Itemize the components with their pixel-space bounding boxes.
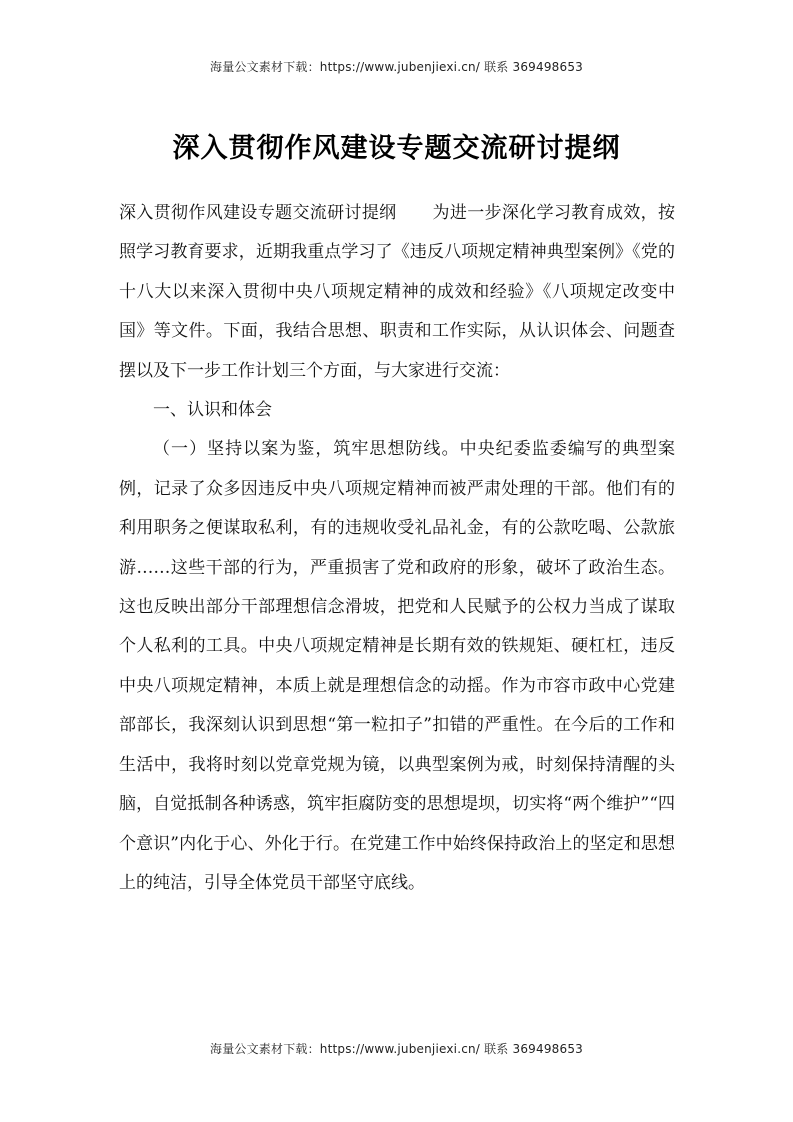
- page-header: 海量公文素材下载：https://www.jubenjiexi.cn/ 联系 369498653: [210, 60, 583, 74]
- paragraph-1: （一）坚持以案为鉴，筑牢思想防线。中央纪委监委编写的典型案例，记录了众多因违反中央八项规定精神而被严肃处理的干部。他们有的利用职务之便谋取私利，有的违规收受礼品礼金，有的公款吃喝、公款旅游……这些干部的行为，严重损害了党和政府的形象，破坏了政治生态。这也反映出部分干部理想信念滑坡，把党和人民赋予的公权力当成了谋取个人私利的工具。中央八项规定精神是长期有效的铁规矩、硬杠杠，违反中央八项规定精神，本质上就是理想信念的动摇。作为市容市政中心党建部部长，我深刻认识到思想“第一粒扣子”扣错的严重性。在今后的工作和生活中，我将时刻以党章党规为镜，以典型案例为戒，时刻保持清醒的头脑，自觉抵制各种诱惑，筑牢拒腐防变的思想堤坝，切实将“两个维护”“四个意识”内化于心、外化于行。在党建工作中始终保持政治上的坚定和思想上的纯洁，引导全体党员干部坚守底线。: [119, 439, 675, 893]
- intro-paragraph: [119, 194, 675, 391]
- document-title: 深入贯彻作风建设专题交流研讨提纲: [172, 133, 621, 164]
- intro-lead: 深入贯彻作风建设专题交流研讨提纲: [119, 203, 397, 223]
- intro-text: 为进一步深化学习教育成效，按照学习教育要求，近期我重点学习了《违反八项规定精神典型案例》《党的十八大以来深入贯彻中央八项规定精神的成效和经验》《八项规定改变中国》等文件。下面，我结合思想、职责和工作实际，从认识体会、问题查摆以及下一步工作计划三个方面，与大家进行交流：: [119, 203, 676, 381]
- document-body: [119, 194, 675, 903]
- page-footer: 海量公文素材下载：https://www.jubenjiexi.cn/ 联系 369498653: [210, 1042, 583, 1056]
- section-heading-1: 一、认识和体会: [153, 400, 272, 421]
